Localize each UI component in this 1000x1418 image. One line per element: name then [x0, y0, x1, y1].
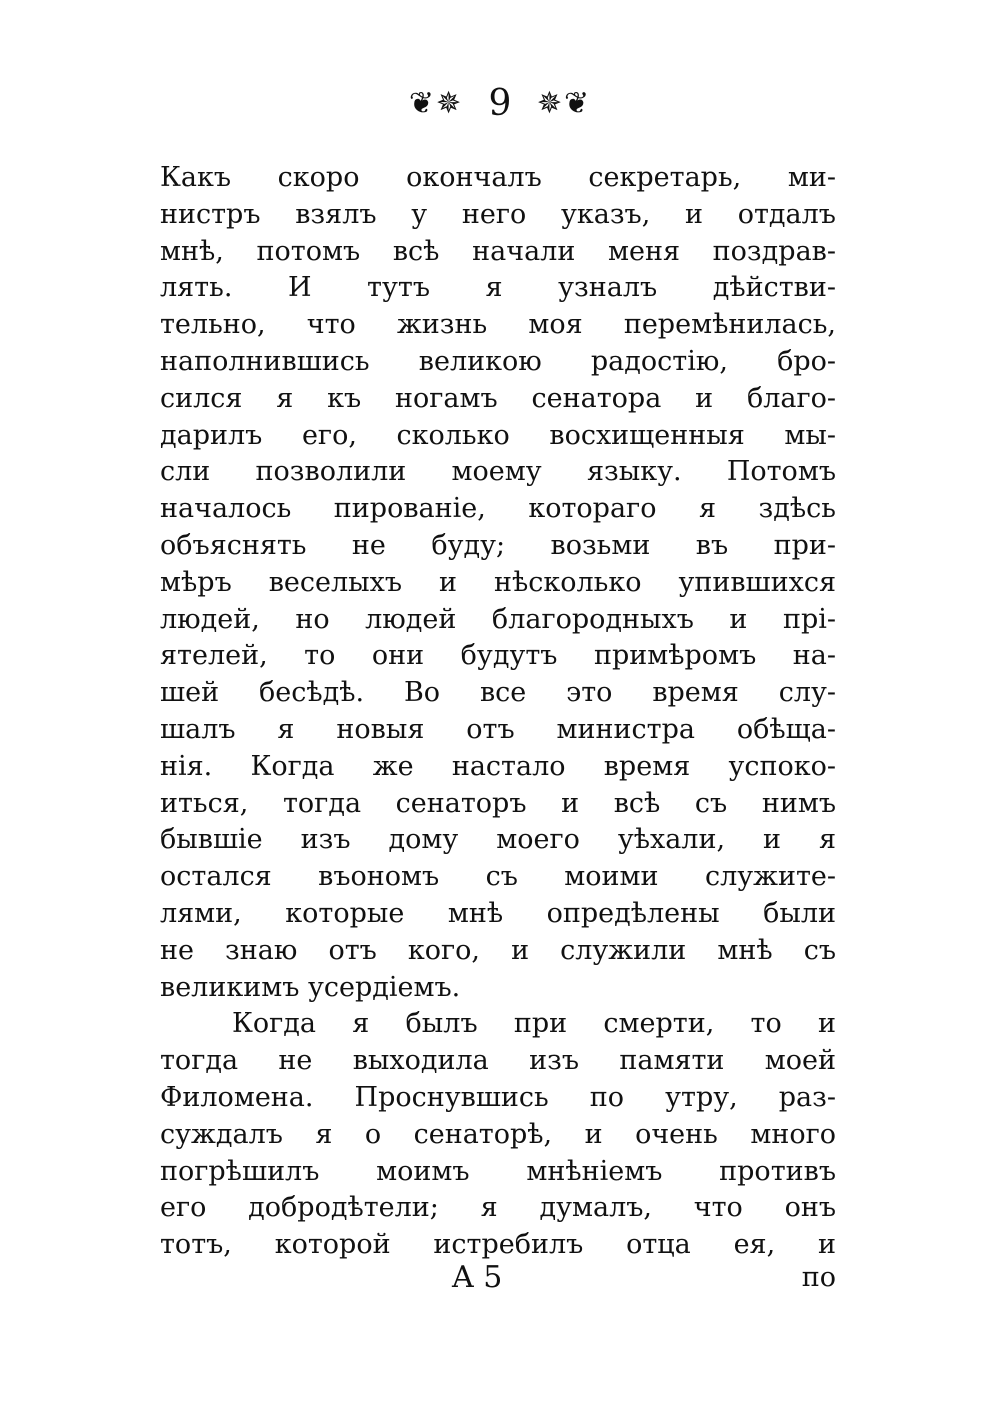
- text-line: Какъ скоро окончалъ секретарь, ми-: [160, 162, 836, 193]
- text-line: дарилъ его, сколько восхищенныя мы-: [160, 419, 836, 451]
- text-line: тогда не выходила изъ памяти моей: [160, 1045, 836, 1077]
- text-line: шей бесѣдѣ. Во все это время слу-: [160, 677, 836, 709]
- paragraph-1: [160, 160, 836, 1006]
- body-text: [160, 160, 836, 1264]
- text-line: Филомена. Проснувшись по утру, раз-: [160, 1081, 836, 1113]
- text-line: не знаю отъ кого, и служили мнѣ съ: [160, 934, 836, 966]
- text-line: наполнившись великою радостію, бро-: [160, 345, 836, 377]
- text-line: ятелей, то они будутъ примѣромъ на-: [160, 640, 836, 672]
- text-line: погрѣшилъ моимъ мнѣніемъ противъ: [160, 1155, 836, 1187]
- running-head: [0, 82, 1000, 124]
- text-line: мѣръ веселыхъ и нѣсколько упившихся: [160, 566, 836, 598]
- text-line: сли позволили моему языку. Потомъ: [160, 456, 836, 488]
- paragraph-2: [160, 1006, 836, 1264]
- text-line: нія. Когда же настало время успоко-: [160, 750, 836, 782]
- text-line: тотъ, которой истребилъ отца ея, и: [160, 1229, 836, 1261]
- text-line: лять. И тутъ я узналъ дѣйстви-: [160, 272, 836, 304]
- text-line: великимъ усердіемъ.: [160, 971, 461, 1003]
- text-line: остался въономъ съ моими служите-: [160, 861, 836, 893]
- text-line: суждалъ я о сенаторѣ, и очень много: [160, 1118, 836, 1150]
- text-line: бывшіе изъ дому моего уѣхали, и я: [160, 824, 836, 856]
- text-line: иться, тогда сенаторъ и всѣ съ нимъ: [160, 787, 836, 819]
- ornament-right-icon: ✵❦: [536, 86, 592, 121]
- page-number: 9: [488, 83, 512, 124]
- text-line: людей, но людей благородныхъ и прі-: [160, 603, 836, 635]
- page-footer: [160, 1258, 836, 1298]
- signature-mark: A 5: [452, 1260, 503, 1295]
- catchword: по: [801, 1262, 836, 1293]
- text-line: его добродѣтели; я думалъ, что онъ: [160, 1192, 836, 1224]
- text-line: объяснять не буду; возьми въ при-: [160, 529, 836, 561]
- text-line: нистръ взялъ у него указъ, и отдалъ: [160, 198, 836, 230]
- text-line: сился я къ ногамъ сенатора и благо-: [160, 382, 836, 414]
- text-line: лями, которые мнѣ опредѣлены были: [160, 897, 836, 929]
- text-line: началось пированіе, котораго я здѣсь: [160, 493, 836, 525]
- text-line: тельно, что жизнь моя перемѣнилась,: [160, 309, 836, 341]
- ornament-left-icon: ❦✵: [408, 86, 464, 121]
- text-line: Когда я былъ при смерти, то и: [232, 1008, 836, 1040]
- text-line: мнѣ, потомъ всѣ начали меня поздрав-: [160, 235, 836, 267]
- text-line: шалъ я новыя отъ министра обѣща-: [160, 713, 836, 745]
